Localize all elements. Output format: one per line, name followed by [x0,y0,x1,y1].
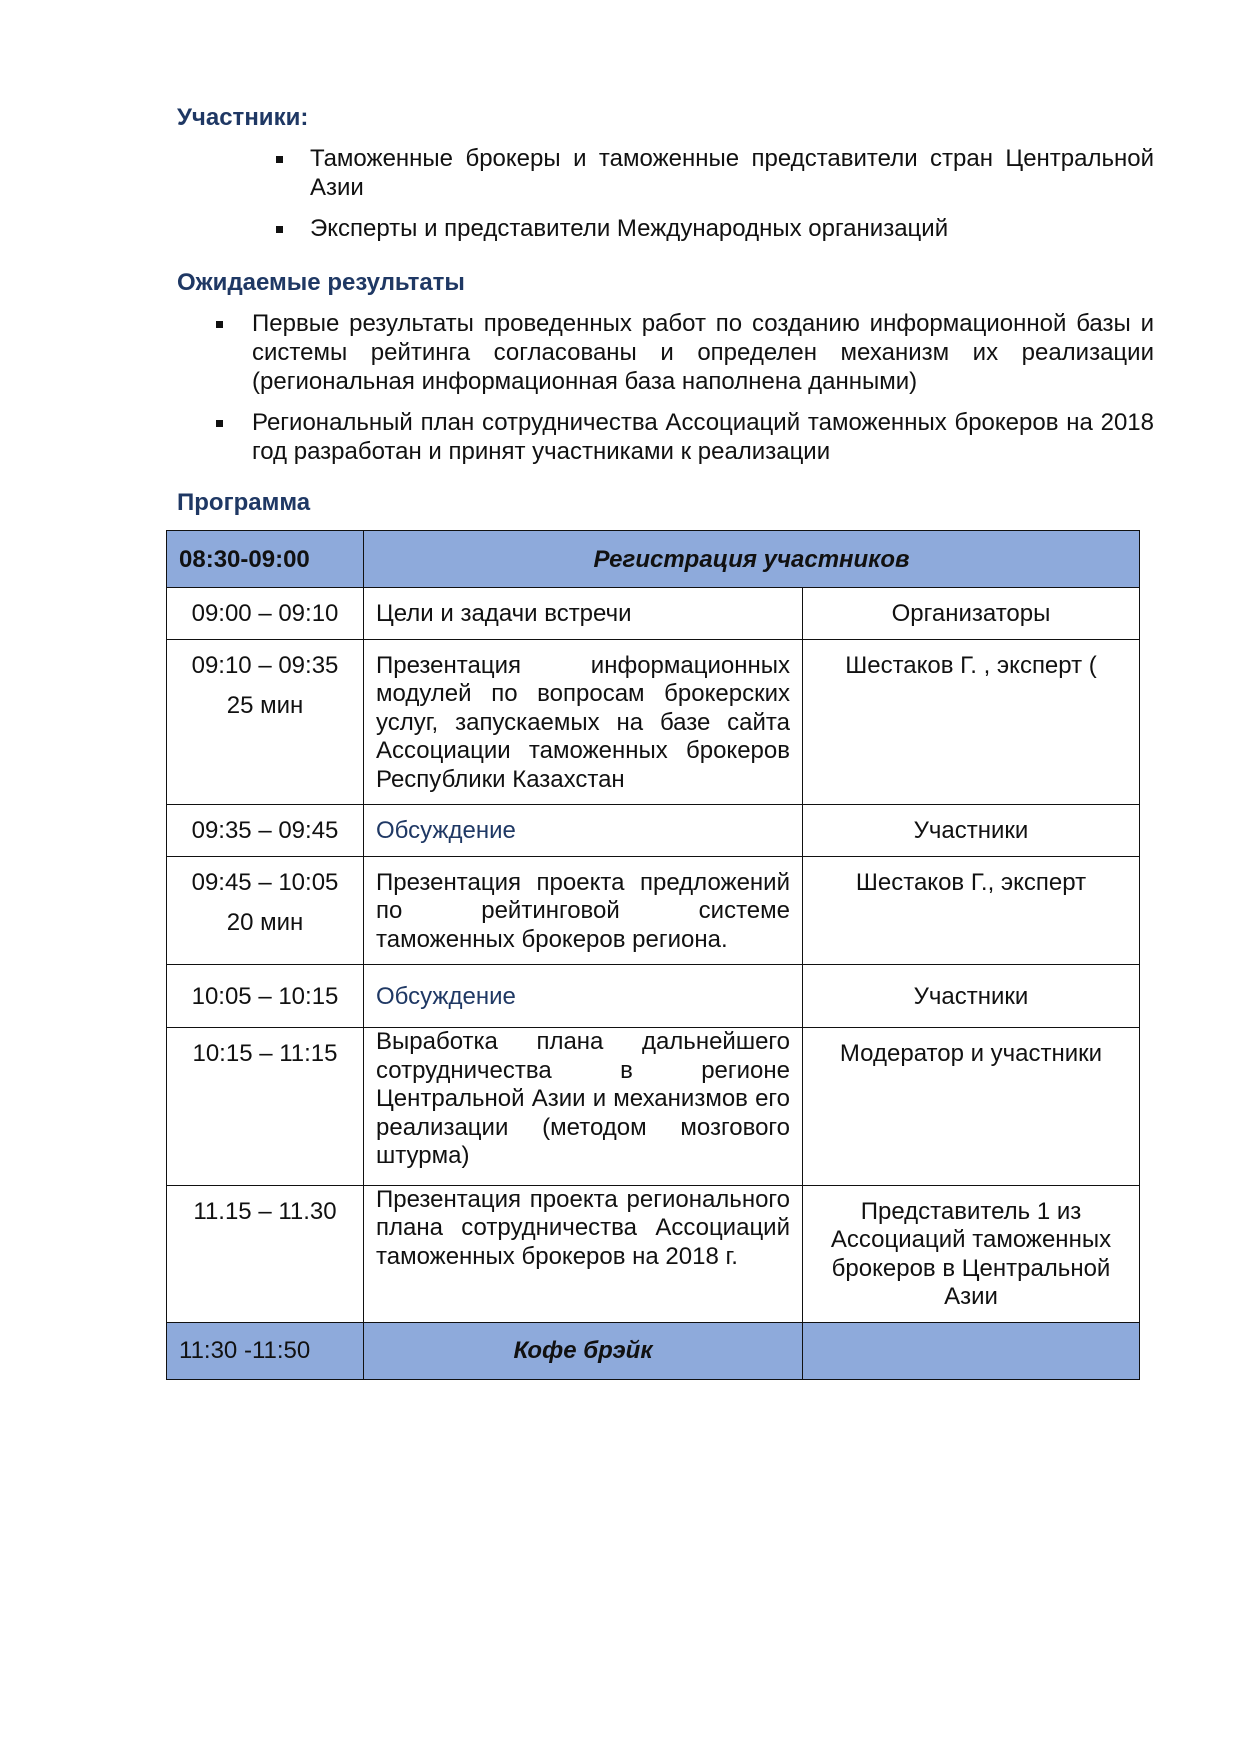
list-item [310,214,1154,243]
table-row [167,588,1140,640]
participants-heading: Участники: [177,104,309,131]
coffee-break-empty-cell [803,1322,1140,1379]
row-speaker: Участники [803,965,1140,1028]
square-bullet-icon [216,420,223,427]
results-list [252,309,1154,478]
table-row [167,1028,1140,1186]
table-row [167,639,1140,805]
row-topic: Презентация проекта предложений по рейтинговой системе таможенных брокеров региона. [364,856,803,965]
square-bullet-icon [276,156,283,163]
registration-time: 08:30-09:00 [167,531,364,588]
coffee-break-time: 11:30 -11:50 [167,1322,364,1379]
registration-row [167,531,1140,588]
table-row [167,856,1140,965]
row-time: 09:00 – 09:10 [167,588,364,640]
row-topic: Выработка плана дальнейшего сотрудничества в регионе Центральной Азии и механизмов его реализации (методом мозгового штурма) [364,1028,803,1186]
coffee-break-title: Кофе брэйк [364,1322,803,1379]
list-item-text: Региональный план сотрудничества Ассоциаций таможенных брокеров на 2018 год разработан и принят участниками к реализации [252,409,1154,465]
list-item [252,408,1154,466]
row-duration: 25 мин [226,692,304,719]
row-topic: Презентация информационных модулей по вопросам брокерских услуг, запускаемых на базе сайта Ассоциации таможенных брокеров Республики Казахстан [364,639,803,805]
row-speaker: Модератор и участники [803,1028,1140,1186]
table-row [167,965,1140,1028]
row-time: 09:10 – 09:35 25 мин [167,639,364,805]
list-item [310,144,1154,202]
program-heading: Программа [177,489,311,516]
table-row [167,805,1140,857]
list-item [252,309,1154,396]
row-speaker: Участники [803,805,1140,857]
row-topic: Презентация проекта регионального плана сотрудничества Ассоциаций таможенных брокеров на 2018 г. [364,1185,803,1322]
row-speaker: Шестаков Г. , эксперт ( [803,639,1140,805]
row-time: 10:15 – 11:15 [167,1028,364,1186]
coffee-break-row [167,1322,1140,1379]
row-time: 11.15 – 11.30 [167,1185,364,1322]
row-time: 09:35 – 09:45 [167,805,364,857]
row-topic: Обсуждение [364,805,803,857]
list-item-text: Первые результаты проведенных работ по созданию информационной базы и системы рейтинга согласованы и определен механизм их реализации (региональная информационная база наполнена данными) [252,310,1154,395]
square-bullet-icon [276,226,283,233]
participants-list [310,144,1154,255]
program-table [166,530,1140,1380]
row-speaker: Шестаков Г., эксперт [803,856,1140,965]
row-topic: Обсуждение [364,965,803,1028]
row-topic: Цели и задачи встречи [364,588,803,640]
square-bullet-icon [216,321,223,328]
row-duration: 20 мин [226,909,304,936]
list-item-text: Эксперты и представители Международных организаций [310,215,949,242]
list-item-text: Таможенные брокеры и таможенные представители стран Центральной Азии [310,145,1154,201]
table-row [167,1185,1140,1322]
row-speaker: Представитель 1 из Ассоциаций таможенных брокеров в Центральной Азии [803,1185,1140,1322]
registration-title: Регистрация участников [364,531,1140,588]
row-time: 09:45 – 10:05 20 мин [167,856,364,965]
results-heading: Ожидаемые результаты [177,269,465,296]
row-speaker: Организаторы [803,588,1140,640]
row-time: 10:05 – 10:15 [167,965,364,1028]
